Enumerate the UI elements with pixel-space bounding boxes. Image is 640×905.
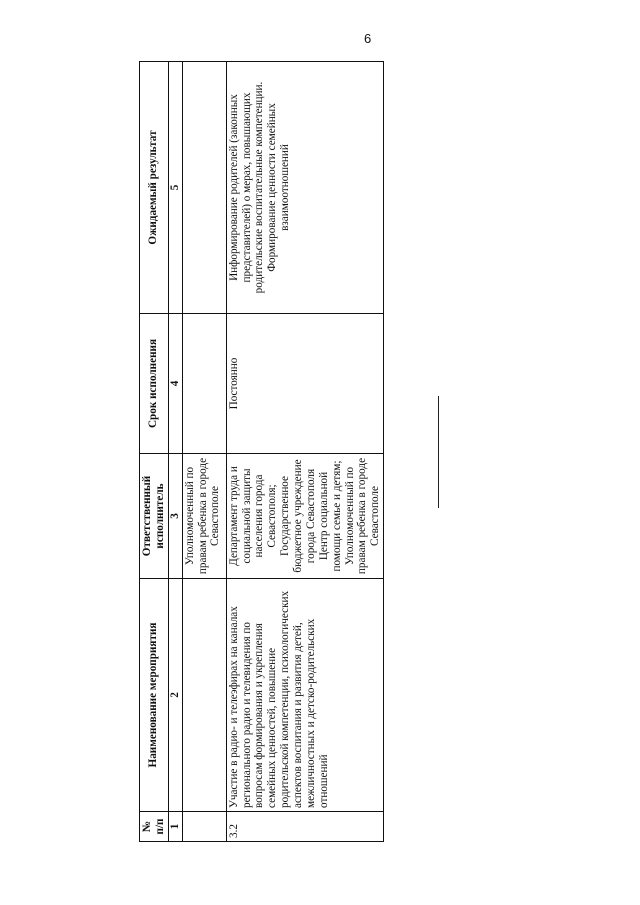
row-number: 3.2 <box>226 812 384 842</box>
measures-table <box>139 61 384 842</box>
column-numbers-row <box>168 62 182 842</box>
row-deadline <box>182 314 226 454</box>
row-responsible: Департамент труда и социальной защиты населения города Севастополя; Государственное бюджетное учреждение города Севастополя Центр социальной помощи семье и детям; Уполномоченный по правам ребенка в городе Севастополе <box>226 454 384 579</box>
row-result: Информирование родителей (законных представителей) о мерах, повышающих родительские воспитательные компетенции. Формирование ценности семейных взаимоотношений <box>226 62 384 314</box>
row-number <box>182 812 226 842</box>
header-number: № п/п <box>140 812 169 842</box>
header-event-name: Наименование мероприятия <box>140 579 169 812</box>
table-row <box>226 62 384 842</box>
row-deadline: Постоянно <box>226 314 384 454</box>
rotated-table-container <box>139 62 382 842</box>
page-number: 6 <box>364 31 372 46</box>
row-event <box>182 579 226 812</box>
column-number: 1 <box>168 812 182 842</box>
header-responsible: Ответственный исполнитель <box>140 454 169 579</box>
column-number: 3 <box>168 454 182 579</box>
column-number: 5 <box>168 62 182 314</box>
table-header-row <box>140 62 169 842</box>
header-expected-result: Ожидаемый результат <box>140 62 169 314</box>
end-of-document-line <box>438 396 439 508</box>
row-result <box>182 62 226 314</box>
row-event: Участие в радио- и телеэфирах на каналах регионального радио и телевидения по вопросам формирования и укрепления семейных ценностей, повышение родительской компетенции, психологических аспектов воспитания и развития детей, межличностных и детско-родительских отношений <box>226 579 384 812</box>
column-number: 2 <box>168 579 182 812</box>
table-row <box>182 62 226 842</box>
header-deadline: Срок исполнения <box>140 314 169 454</box>
column-number: 4 <box>168 314 182 454</box>
row-responsible: Уполномоченный по правам ребенка в городе Севастополе <box>182 454 226 579</box>
